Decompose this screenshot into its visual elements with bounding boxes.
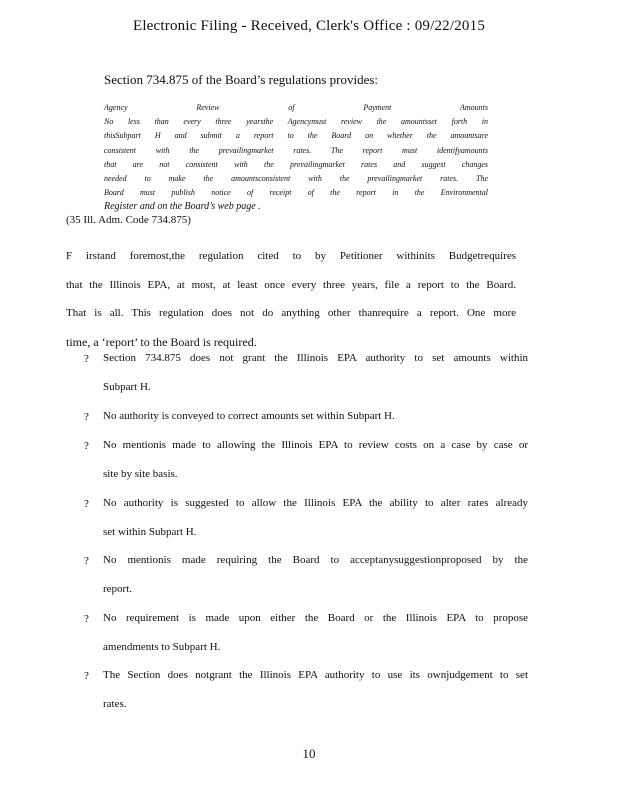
bullet-mark: ? [84,353,89,365]
quote-line: No less than every three yearsthe Agencymust review the amountsset forth in [104,117,488,127]
paragraph-line: F irstand foremost,the regulation cited to by Petitioner withinits Budgetrequires [66,250,516,262]
bullet-line: rates. [103,697,127,710]
quote-line: consistent with the prevailingmarket rates. The report must identifyamounts [104,145,488,155]
bullet-line: set within Subpart H. [103,525,197,538]
bullet-line: No mentionis made requiring the Board to acceptanysuggestionproposed by the [103,554,528,566]
bullet-line: site by site basis. [103,467,178,480]
filing-header: Electronic Filing - Received, Clerk's Office : 09/22/2015 [132,18,486,34]
quote-line: Register and on the Board’s web page . [104,201,261,213]
regulation-citation: (35 Ill. Adm. Code 734.875) [66,214,191,226]
quote-line: that are not consistent with the prevailingmarket rates and suggest changes [104,159,488,169]
paragraph-line: time, a ‘report’ to the Board is required. [66,334,257,349]
regulation-quote [104,101,488,215]
page-number: 10 [302,746,316,761]
bullet-mark: ? [84,411,89,423]
bullet-mark: ? [84,555,89,567]
bullet-line: No authority is conveyed to correct amounts set within Subpart H. [103,410,395,422]
bullet-line: amendments to Subpart H. [103,640,221,653]
body-paragraph [66,242,516,356]
quote-line: Board must publish notice of receipt of the report in the Environmental [104,188,488,198]
bullet-mark: ? [84,613,89,625]
bullet-line: No authority is suggested to allow the Illinois EPA the ability to alter rates already [103,497,528,509]
paragraph-line: That is all. This regulation does not do anything other thanrequire a report. One more [66,307,516,320]
bullet-line: No requirement is made upon either the Board or the Illinois EPA to propose [103,612,528,624]
bullet-line: Subpart H. [103,380,151,393]
bullet-line: No mentionis made to allowing the Illinois EPA to review costs on a case by case or [103,439,528,451]
quote-line: thisSubpart H and submit a report to the Board on whether the amountsare [104,131,488,141]
quote-line: needed to make the amountsconsistent with the prevailingmarket rates. The [104,174,488,184]
bullet-line: The Section does notgrant the Illinois EPA authority to use its ownjudgement to set [103,669,528,681]
paragraph-line: that the Illinois EPA, at most, at least once every three years, file a report to the Board. [66,278,516,291]
bullet-line: Section 734.875 does not grant the Illinois EPA authority to set amounts within [103,352,528,364]
bullet-line: report. [103,582,133,595]
bullet-mark: ? [84,670,89,682]
quote-line: Agency Review of Payment Amounts [104,103,488,112]
bullet-mark: ? [84,498,89,510]
intro-sentence: Section 734.875 of the Board’s regulations provides: [104,72,379,87]
bullet-mark: ? [84,440,89,452]
